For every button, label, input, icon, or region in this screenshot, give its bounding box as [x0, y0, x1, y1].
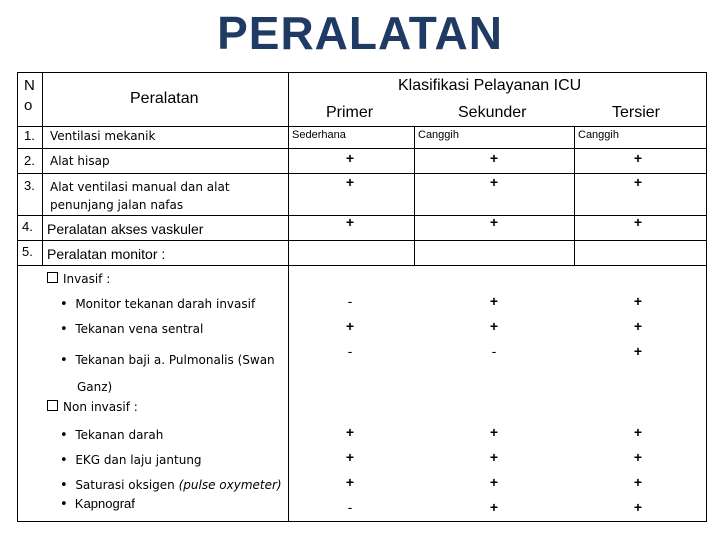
noninvasive-4-tertiary: +: [633, 499, 643, 515]
noninvasive-3-primary: +: [345, 474, 355, 490]
row-5-item: Peralatan monitor :: [47, 246, 166, 262]
noninvasive-1-secondary: +: [489, 424, 499, 440]
invasive-2-tertiary: +: [633, 318, 643, 334]
row-3-primary: +: [345, 174, 355, 190]
col-divider-primary: [288, 72, 289, 522]
row-3-secondary: +: [489, 174, 499, 190]
bullet-icon: •: [60, 322, 68, 337]
col-divider-no: [42, 126, 43, 266]
row-1-primary: Sederhana: [292, 129, 346, 141]
row-4-primary: +: [345, 214, 355, 230]
bullet-icon: •: [60, 297, 68, 312]
bullet-icon: •: [60, 478, 68, 493]
col-divider-secondary: [414, 126, 415, 266]
noninvasive-3-secondary: +: [489, 474, 499, 490]
table-right-border: [706, 72, 707, 522]
header-primary: Primer: [326, 104, 374, 121]
row-1-no: 1.: [24, 128, 35, 143]
invasive-2-secondary: +: [489, 318, 499, 334]
invasive-label: Invasif :: [47, 272, 110, 286]
invasive-1-secondary: +: [489, 293, 499, 309]
row-1-item: Ventilasi mekanik: [50, 129, 156, 143]
header-bottom-border: [17, 126, 707, 127]
header-no: N o: [24, 77, 35, 114]
row-divider-2: [17, 173, 707, 174]
row-2-secondary: +: [489, 150, 499, 166]
noninvasive-2-primary: +: [345, 449, 355, 465]
bullet-icon: •: [60, 428, 68, 443]
col-divider-tertiary: [574, 126, 575, 266]
row-3-item: Alat ventilasi manual dan alat penunjang jalan nafas: [50, 180, 230, 212]
col-divider-no-header: [42, 72, 43, 126]
row-1-secondary: Canggih: [418, 129, 459, 141]
checkbox-icon: [47, 400, 58, 411]
table-left-border: [17, 72, 18, 522]
invasive-3-primary: -: [347, 343, 353, 359]
row-divider-5: [17, 265, 707, 266]
bullet-icon: •: [60, 453, 68, 468]
noninvasive-1-primary: +: [345, 424, 355, 440]
noninvasive-3-tertiary: +: [633, 474, 643, 490]
noninvasive-item-3: • Saturasi oksigen (pulse oxymeter): [60, 478, 282, 493]
row-1-tertiary: Canggih: [578, 129, 619, 141]
checkbox-icon: [47, 272, 58, 283]
invasive-3-tertiary: +: [633, 343, 643, 359]
invasive-item-3: • Tekanan baji a. Pulmonalis (Swan Ganz): [60, 353, 275, 394]
noninvasive-2-tertiary: +: [633, 449, 643, 465]
invasive-1-primary: -: [347, 293, 353, 309]
invasive-3-secondary: -: [491, 343, 497, 359]
row-divider-1: [17, 148, 707, 149]
row-4-item: Peralatan akses vaskuler: [47, 221, 204, 237]
row-2-no: 2.: [24, 153, 35, 168]
bullet-icon: •: [60, 353, 68, 368]
header-classification: Klasifikasi Pelayanan ICU: [398, 77, 582, 94]
noninvasive-item-1: • Tekanan darah: [60, 428, 164, 443]
row-5-no: 5.: [22, 244, 33, 259]
row-2-primary: +: [345, 150, 355, 166]
row-2-item: Alat hisap: [50, 154, 110, 168]
noninvasive-4-primary: -: [347, 499, 353, 515]
invasive-2-primary: +: [345, 318, 355, 334]
page-title: PERALATAN: [217, 7, 503, 59]
noninvasive-1-tertiary: +: [633, 424, 643, 440]
row-3-no: 3.: [24, 178, 35, 193]
row-4-tertiary: +: [633, 214, 643, 230]
invasive-item-1: • Monitor tekanan darah invasif: [60, 297, 256, 312]
table-bottom-border: [17, 521, 707, 522]
bullet-icon: •: [60, 497, 68, 512]
noninvasive-2-secondary: +: [489, 449, 499, 465]
row-4-secondary: +: [489, 214, 499, 230]
noninvasive-item-2: • EKG dan laju jantung: [60, 453, 202, 468]
header-tertiary: Tersier: [612, 104, 661, 121]
invasive-1-tertiary: +: [633, 293, 643, 309]
row-divider-4: [17, 240, 707, 241]
row-3-tertiary: +: [633, 174, 643, 190]
noninvasive-label: Non invasif :: [47, 400, 138, 414]
row-2-tertiary: +: [633, 150, 643, 166]
noninvasive-4-secondary: +: [489, 499, 499, 515]
table-top-border: [17, 72, 707, 73]
row-divider-3: [17, 215, 707, 216]
header-equipment: Peralatan: [130, 90, 199, 107]
invasive-item-2: • Tekanan vena sentral: [60, 322, 204, 337]
noninvasive-item-4: • Kapnograf: [60, 496, 135, 512]
header-secondary: Sekunder: [458, 104, 527, 121]
row-4-no: 4.: [22, 219, 33, 234]
